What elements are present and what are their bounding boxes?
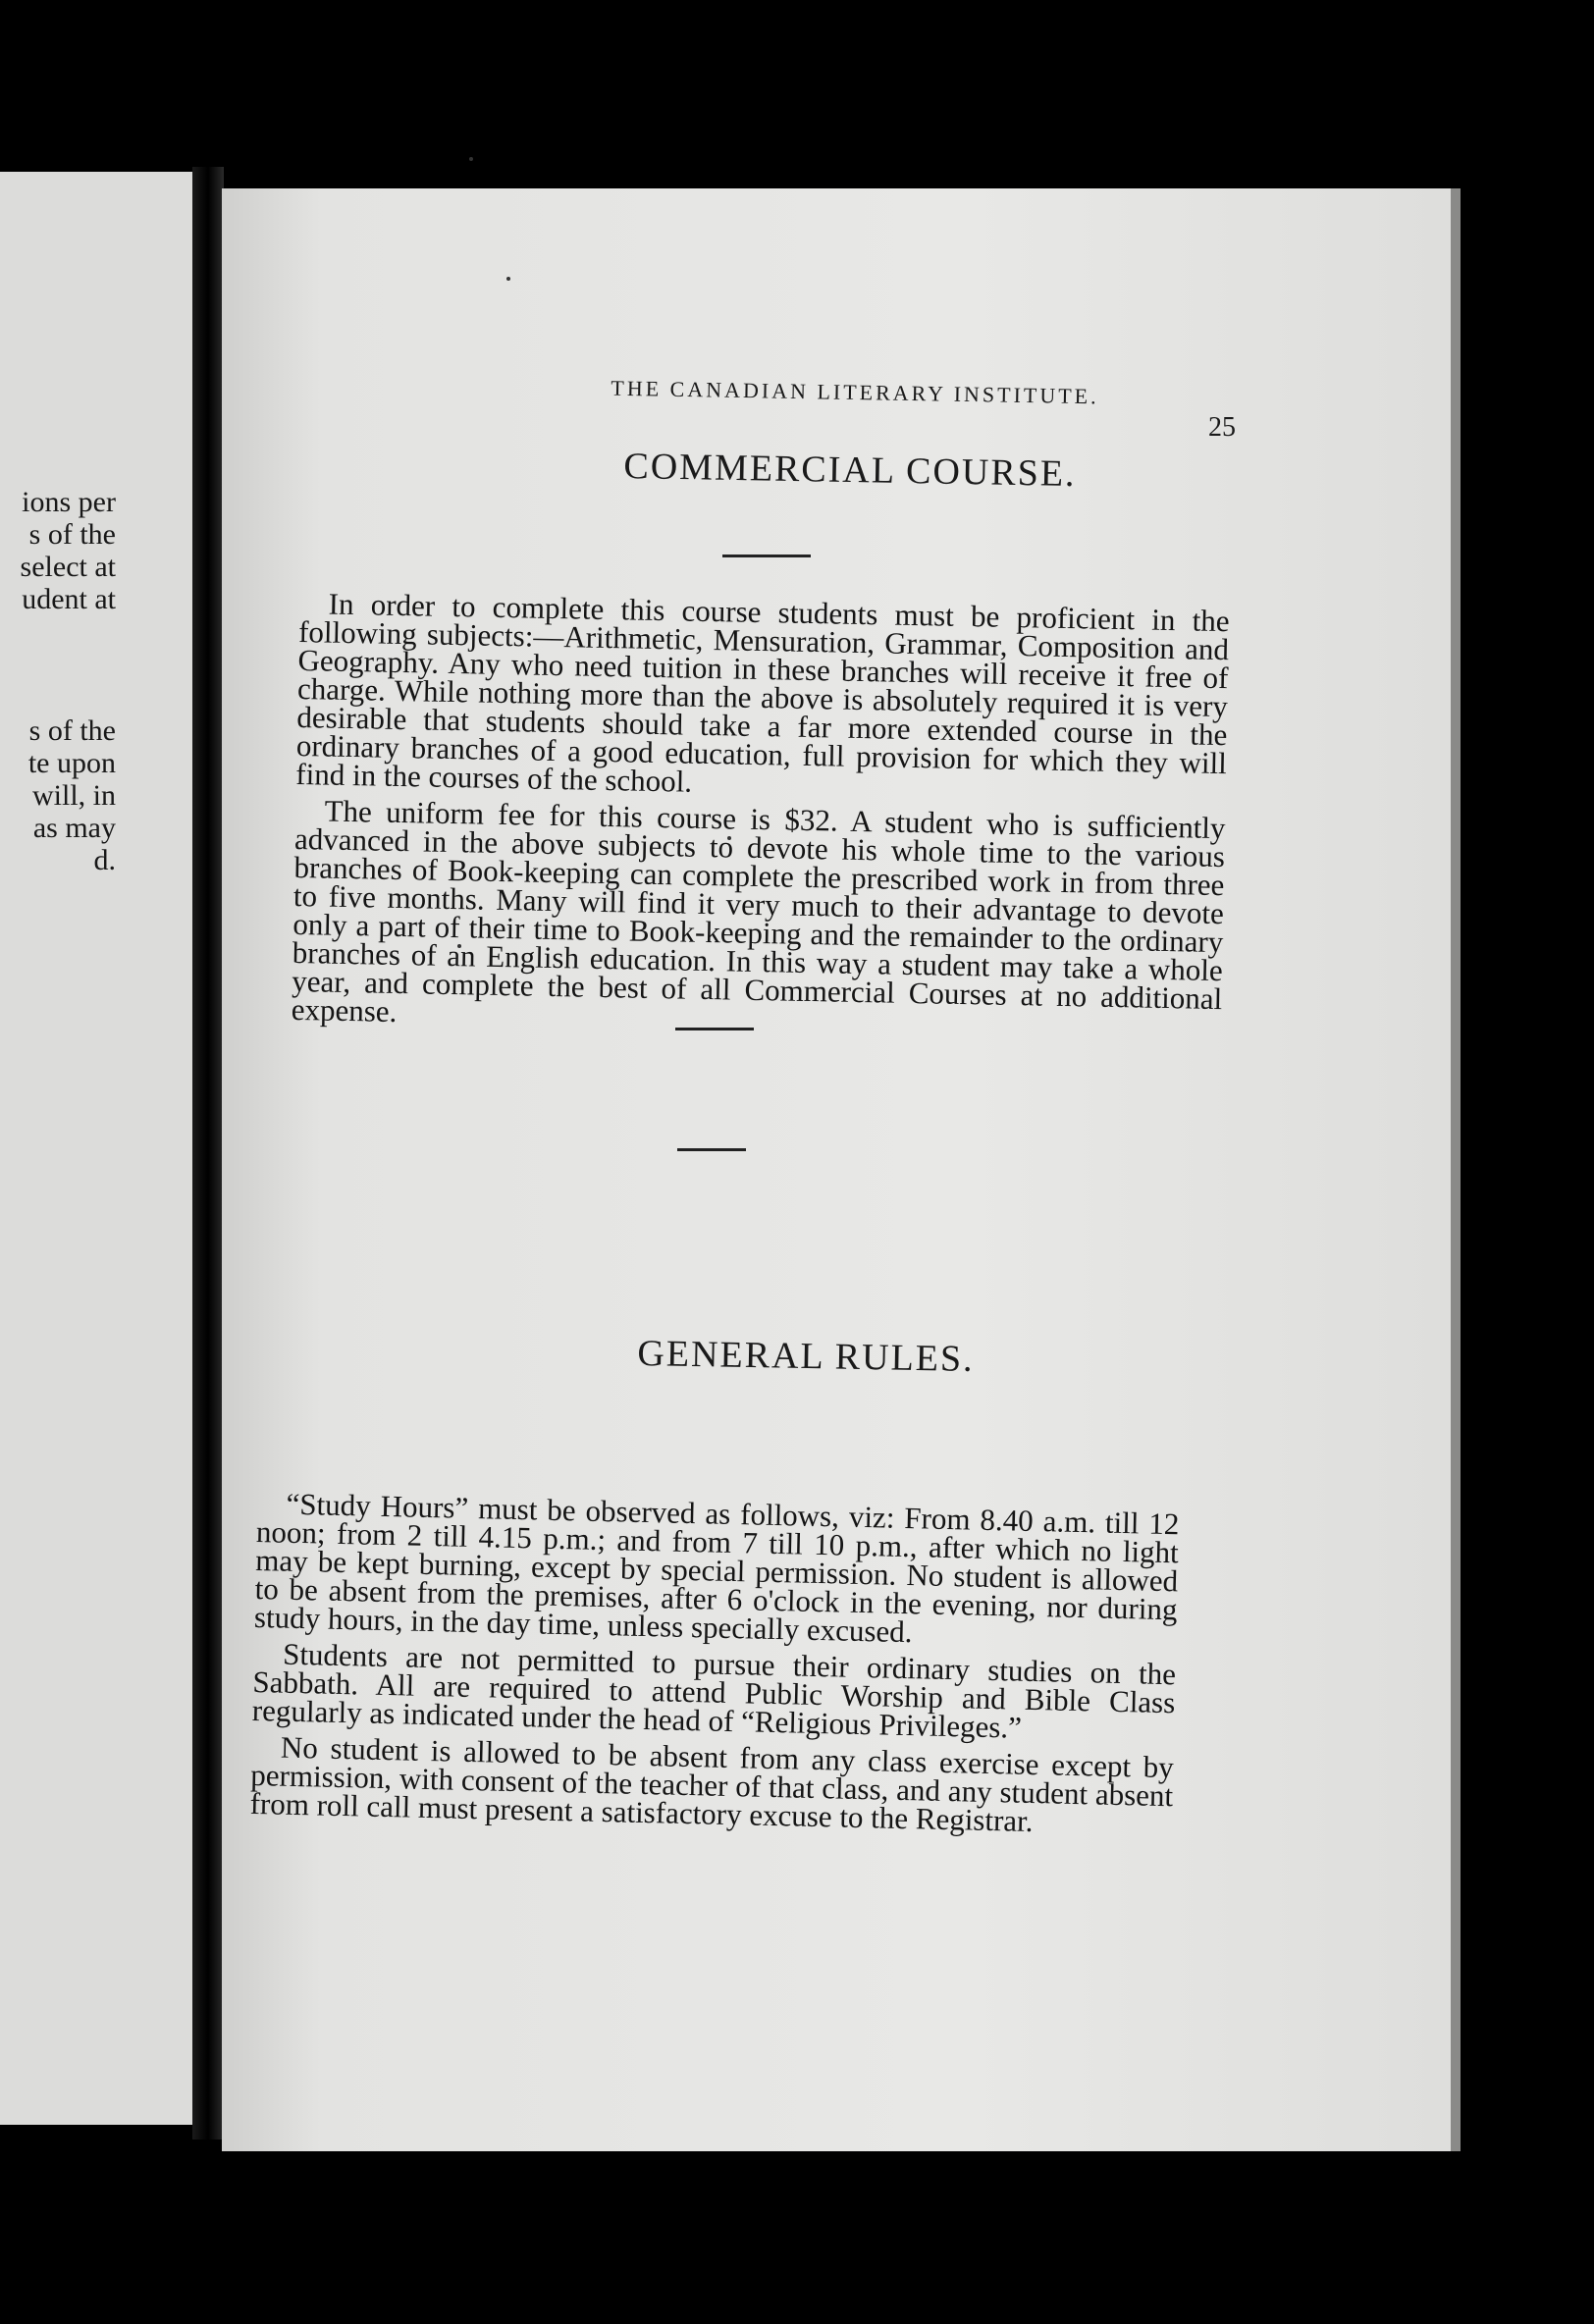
paper-speck (506, 277, 510, 281)
left-page-fragment-1 (0, 486, 116, 615)
left-page-fragment-2 (0, 714, 116, 876)
paragraph: “Study Hours” must be observed as follows, viz: From 8.40 a.m. till 12 noon; from 2 till 4.15 p.m.; and from 7 till 10 p.m., after which no light may be kept burning, except by special permission. No student is allowed to be absent from the premises, after 6 o'clock in the evening, nor during study hours, in the day time, unless specially excused. (253, 1486, 1180, 1650)
left-fragment-line: s of the (28, 714, 116, 747)
left-fragment-line: s of the (28, 518, 116, 551)
commercial-course-text (291, 586, 1230, 1049)
paragraph: The uniform fee for this course is $32. A student who is sufficiently advanced in the above subjects to devote his whole time to the various branches of Book-keeping can complete the prescribed work in from three to five months. Many will find it very much to their advantage to devote only a part of their time to Book-keeping and the remainder to the ordinary branches of an English education. In this way a student may take a whole year, and complete the best of all Commercial Courses at no additional expense. (291, 793, 1226, 1029)
general-rules-text (249, 1486, 1180, 1846)
section-divider (677, 1148, 746, 1151)
left-fragment-line: select at (20, 551, 116, 583)
right-page (222, 188, 1461, 2151)
left-fragment-line: ions per (22, 486, 116, 518)
paragraph: No student is allowed to be absent from any class exercise except by permission, with consent of the teacher of that class, and any student absent from roll call must present a satisfactory excuse to the Registrar. (249, 1729, 1175, 1839)
left-page (0, 172, 208, 2125)
left-fragment-line: te upon (27, 747, 116, 779)
paper-speck (469, 157, 473, 161)
section-title-general-rules: GENERAL RULES. (637, 1333, 975, 1380)
paragraph: In order to complete this course students must be proficient in the following subjects:—Arithmetic, Mensuration, Grammar, Composition and Geography. Any who need tuition in these branches will receive it free of charge. While nothing more than the above is absolutely required it is very desirable that students should take a far more extended course in the ordinary branches of a good education, full provision for which they will find in the courses of the school. (295, 586, 1230, 799)
section-divider (722, 555, 811, 557)
running-head: THE CANADIAN LITERARY INSTITUTE. (611, 375, 1099, 409)
left-fragment-line: udent at (22, 583, 116, 615)
left-fragment-line: d. (93, 844, 116, 876)
left-fragment-line: will, in (31, 779, 116, 812)
page-number: 25 (1208, 412, 1236, 443)
section-title-commercial-course: COMMERCIAL COURSE. (623, 445, 1077, 496)
paragraph: Students are not permitted to pursue their ordinary studies on the Sabbath. All are required to attend Public Worship and Bible Class regularly as indicated under the head of “Religious Privileges.” (251, 1636, 1177, 1745)
book-spine-gutter (192, 167, 224, 2139)
left-fragment-line: as may (32, 812, 116, 844)
